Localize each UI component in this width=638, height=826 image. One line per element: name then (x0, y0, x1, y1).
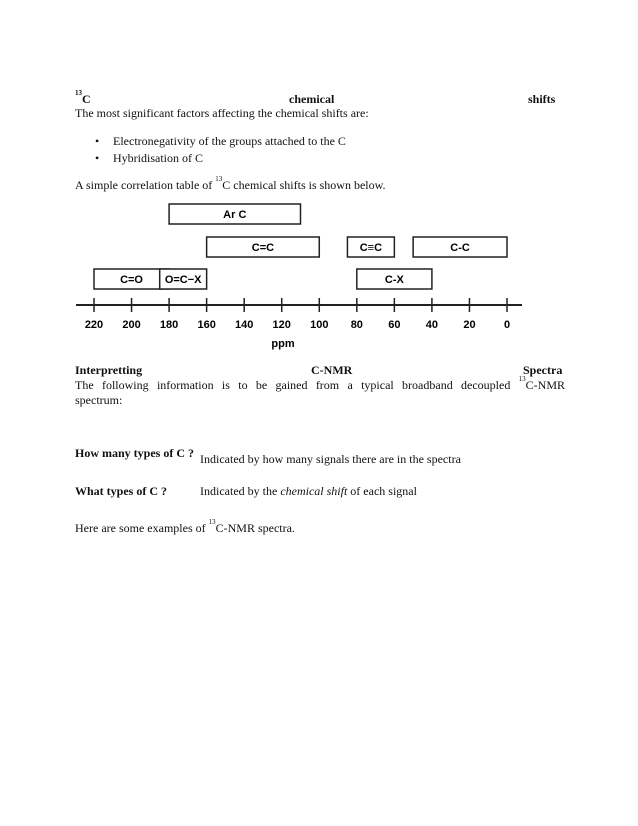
info-text-after: C-NMR (525, 378, 565, 392)
answer-types-kind (200, 484, 417, 499)
intro-text: The most significant factors affecting the chemical shifts are: (75, 106, 369, 120)
isotope-superscript: 13 (208, 518, 216, 526)
list-item: • Electronegativity of the groups attached to the C (95, 133, 346, 150)
range-box (413, 237, 507, 257)
range-box (207, 237, 320, 257)
question-types-count: How many types of C ? (75, 446, 194, 460)
axis-tick-label: 0 (503, 319, 511, 331)
list-item: • Hybridisation of C (95, 150, 346, 167)
isotope-superscript: 13 (75, 89, 82, 97)
info-text-before: The following information is to be gained from a typical broadband decoupled (75, 378, 519, 392)
axis-tick-label: 220 (84, 319, 104, 331)
range-box-label: C≡C (359, 242, 383, 254)
axis-tick-label: 40 (425, 319, 439, 331)
axis-tick-label: 140 (235, 319, 254, 331)
range-box (160, 269, 207, 289)
shift-correlation-diagram (0, 0, 638, 360)
range-box (169, 204, 300, 224)
info-line-2: spectrum: (75, 393, 123, 407)
info-line (75, 375, 565, 393)
answer-text-after: of each signal (347, 484, 417, 498)
range-box-label: C=O (120, 274, 144, 286)
isotope-superscript: 13 (518, 375, 526, 383)
examples-text-before: Here are some examples of (75, 521, 209, 535)
heading-cnmr: C-NMR (311, 363, 353, 377)
axis-tick-label: 120 (272, 319, 291, 331)
answer-emphasis: chemical shift (280, 484, 348, 498)
correlation-text-after: C chemical shifts is shown below. (222, 178, 386, 192)
heading-interpretting: Interpretting (75, 363, 143, 377)
range-box-label: C-X (384, 274, 404, 286)
axis-tick-label: 20 (463, 319, 476, 331)
question-types-kind: What types of C ? (75, 484, 167, 498)
range-boxes (94, 204, 507, 289)
correlation-text-before: A simple correlation table of (75, 178, 216, 192)
heading-chemical: chemical (289, 92, 335, 106)
examples-line (75, 518, 295, 536)
range-box (347, 237, 394, 257)
examples-text-after: C-NMR spectra. (215, 521, 295, 535)
axis-tick-label: 80 (350, 319, 363, 331)
axis-tick-label: 60 (388, 319, 401, 331)
range-box-label: C=C (251, 242, 275, 254)
axis-ticks (85, 298, 510, 331)
isotope-superscript: 13 (215, 175, 223, 183)
axis-tick-label: 100 (310, 319, 329, 331)
heading-shifts: shifts (528, 92, 556, 106)
range-box (94, 269, 169, 289)
range-box-label: Ar C (223, 209, 247, 221)
heading-spectra: Spectra (523, 363, 563, 377)
heading-word-c: C (82, 92, 91, 106)
range-box (357, 269, 432, 289)
axis-tick-label: 180 (159, 319, 179, 331)
range-box-label: C-C (450, 242, 470, 254)
axis-label: ppm (271, 338, 295, 350)
range-box-label: O=C−X (164, 274, 202, 286)
axis-tick-label: 200 (122, 319, 141, 331)
answer-types-count: Indicated by how many signals there are in the spectra (200, 452, 461, 466)
axis-tick-label: 160 (197, 319, 216, 331)
answer-text-before: Indicated by the (200, 484, 281, 498)
